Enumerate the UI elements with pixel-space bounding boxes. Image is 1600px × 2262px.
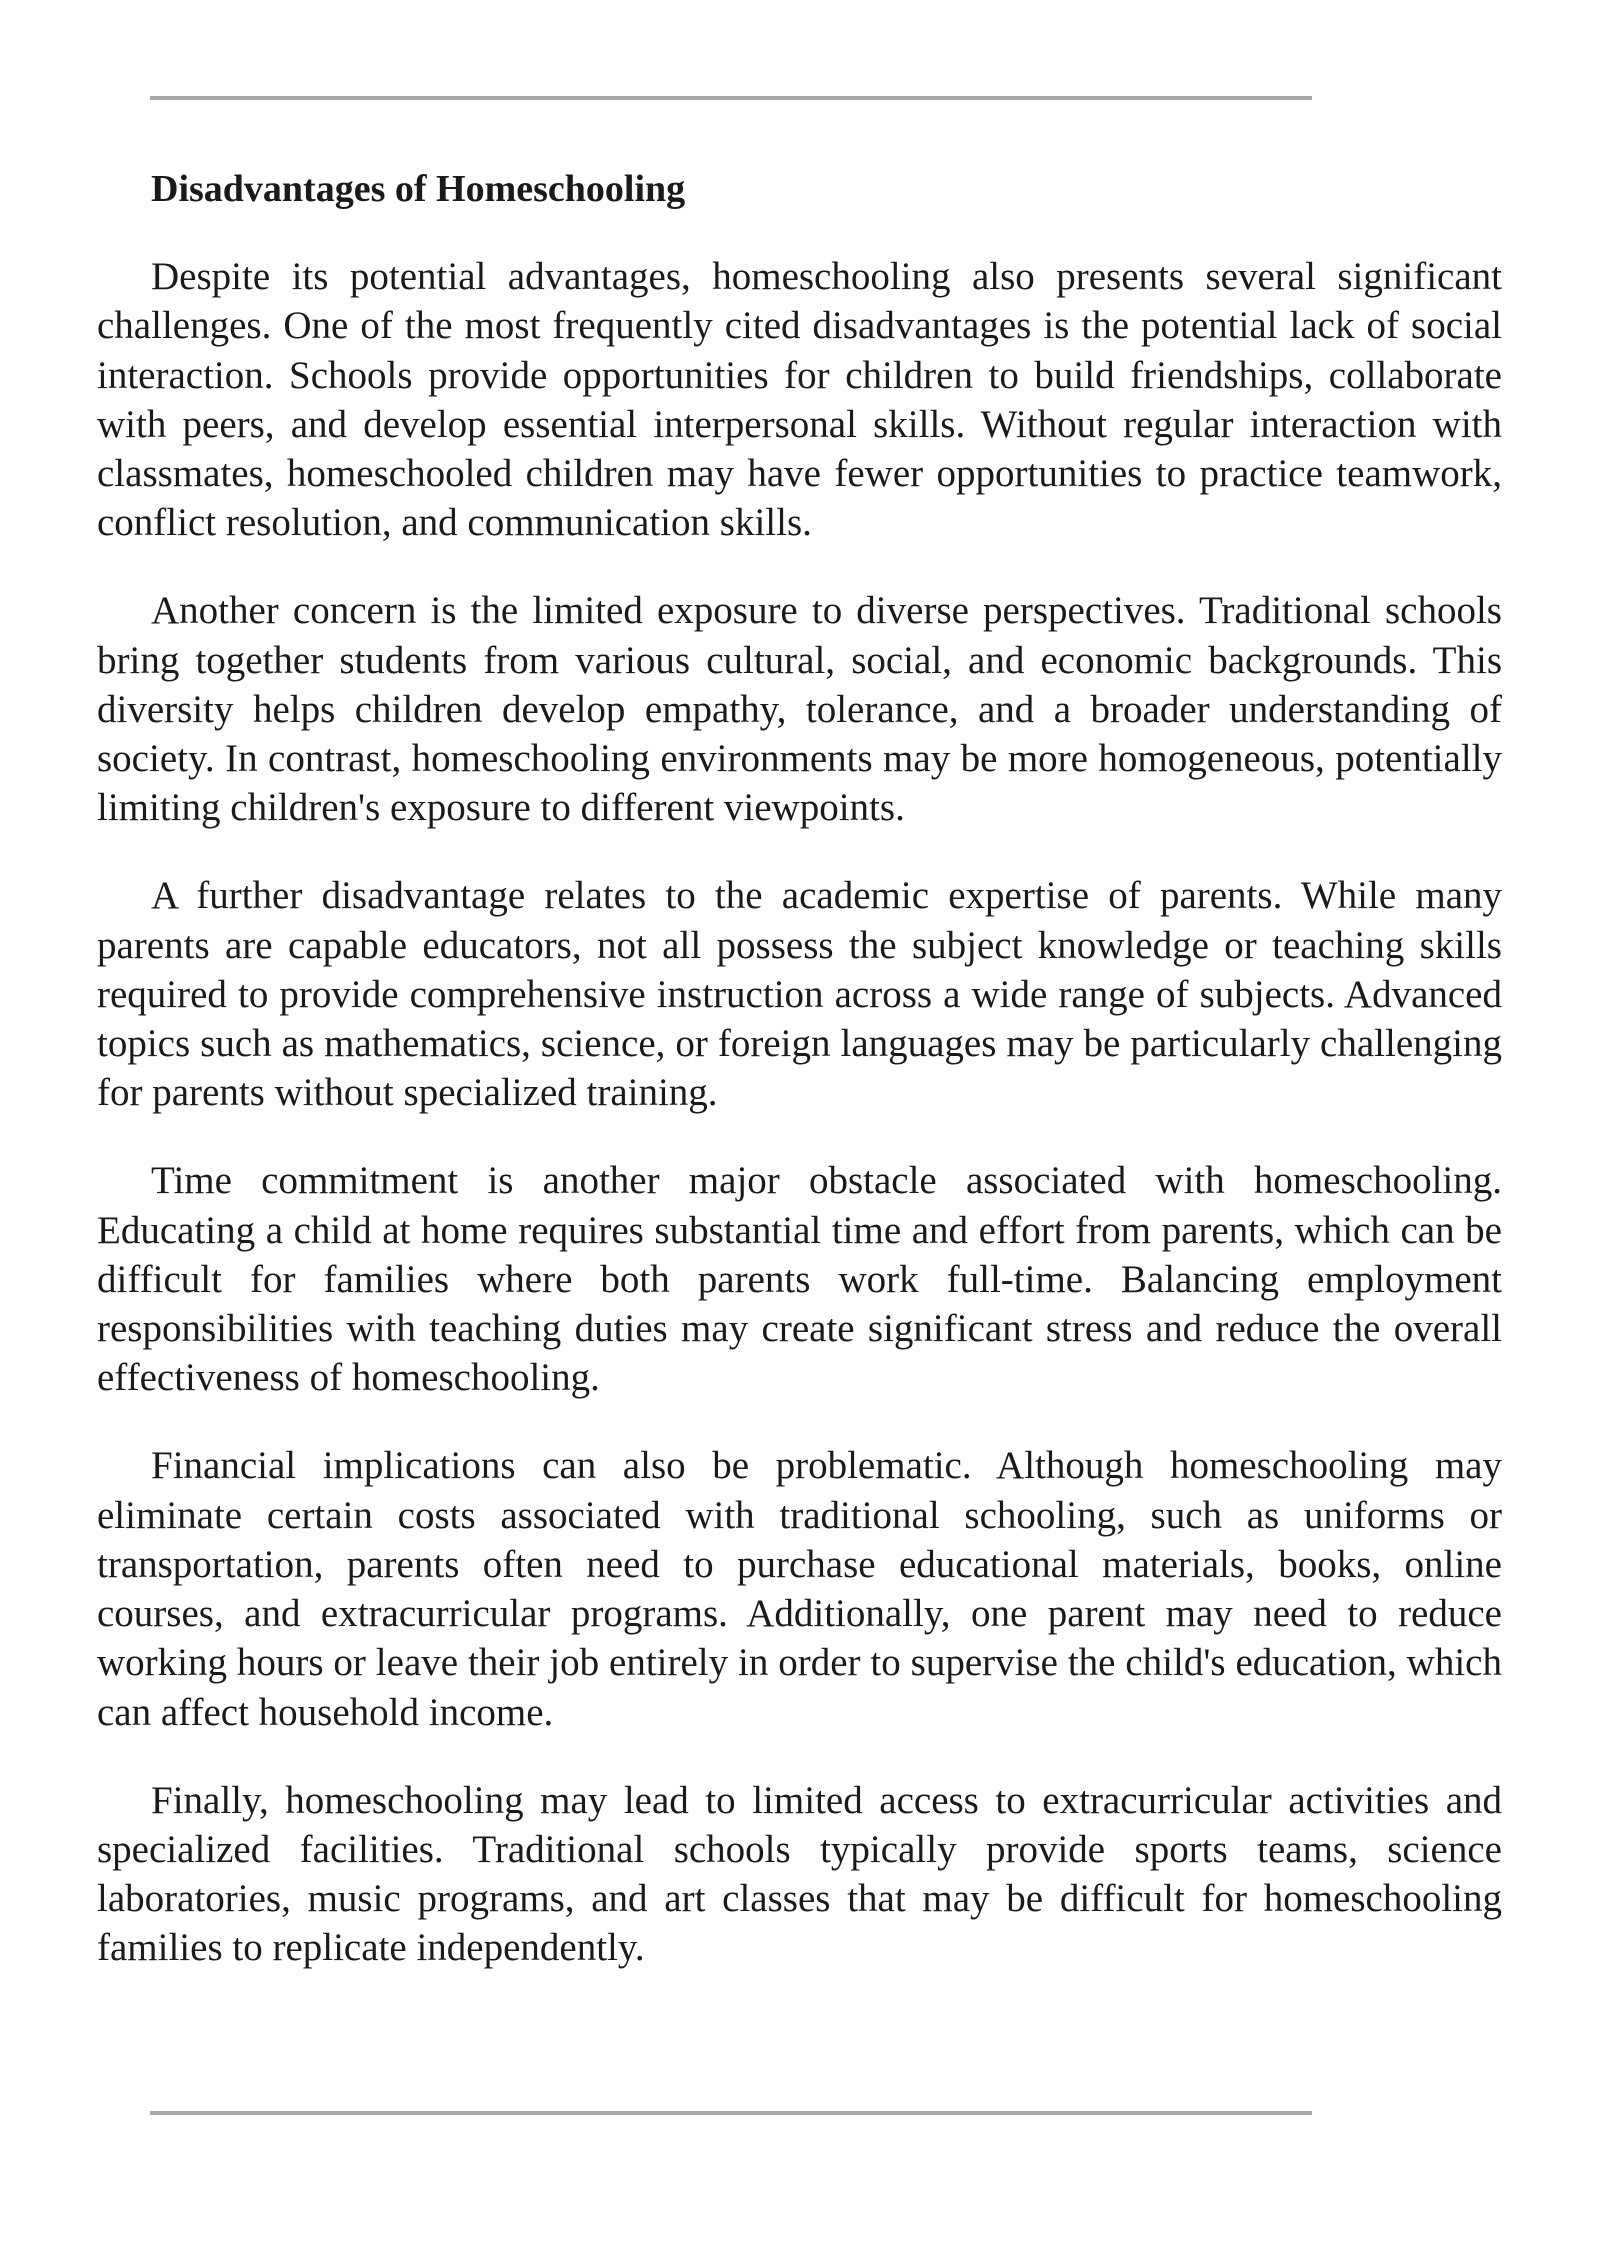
paragraph-extracurricular-access: Finally, homeschooling may lead to limited access to extracurricular activities and specialized facilities. Traditional schools typically provide sports teams, science laboratories, music programs, and art classes that may be difficult for homeschooling families to replicate independently.	[97, 1778, 1502, 1970]
paragraph-diverse-perspectives: Another concern is the limited exposure to diverse perspectives. Traditional schools bring together students from various cultural, social, and economic backgrounds. This diversity helps children develop empathy, tolerance, and a broader understanding of society. In contrast, homeschooling environments may be more homogeneous, potentially limiting children's exposure to different viewpoints.	[97, 589, 1502, 830]
paragraph-time-commitment: Time commitment is another major obstacle associated with homeschooling. Educating a child at home requires substantial time and effort from parents, which can be difficult for families where both parents work full-time. Balancing employment responsibilities with teaching duties may create significant stress and reduce the overall effectiveness of homeschooling.	[97, 1159, 1502, 1400]
top-divider	[150, 96, 1312, 100]
bottom-divider	[150, 2111, 1312, 2115]
document-body	[97, 164, 1502, 2011]
paragraph-social-interaction: Despite its potential advantages, homeschooling also presents several significant challenges. One of the most frequently cited disadvantages is the potential lack of social interaction. Schools provide opportunities for children to build friendships, collaborate with peers, and develop essential interpersonal skills. Without regular interaction with classmates, homeschooled children may have fewer opportunities to practice teamwork, conflict resolution, and communication skills.	[97, 255, 1502, 545]
section-heading: Disadvantages of Homeschooling	[151, 168, 686, 210]
paragraph-academic-expertise: A further disadvantage relates to the academic expertise of parents. While many parents are capable educators, not all possess the subject knowledge or teaching skills required to provide comprehensive instruction across a wide range of subjects. Advanced topics such as mathematics, science, or foreign languages may be particularly challenging for parents without specialized training.	[97, 874, 1502, 1115]
paragraph-financial-implications: Financial implications can also be problematic. Although homeschooling may eliminate certain costs associated with traditional schooling, such as uniforms or transportation, parents often need to purchase educational materials, books, online courses, and extracurricular programs. Additionally, one parent may need to reduce working hours or leave their job entirely in order to supervise the child's education, which can affect household income.	[97, 1444, 1502, 1734]
